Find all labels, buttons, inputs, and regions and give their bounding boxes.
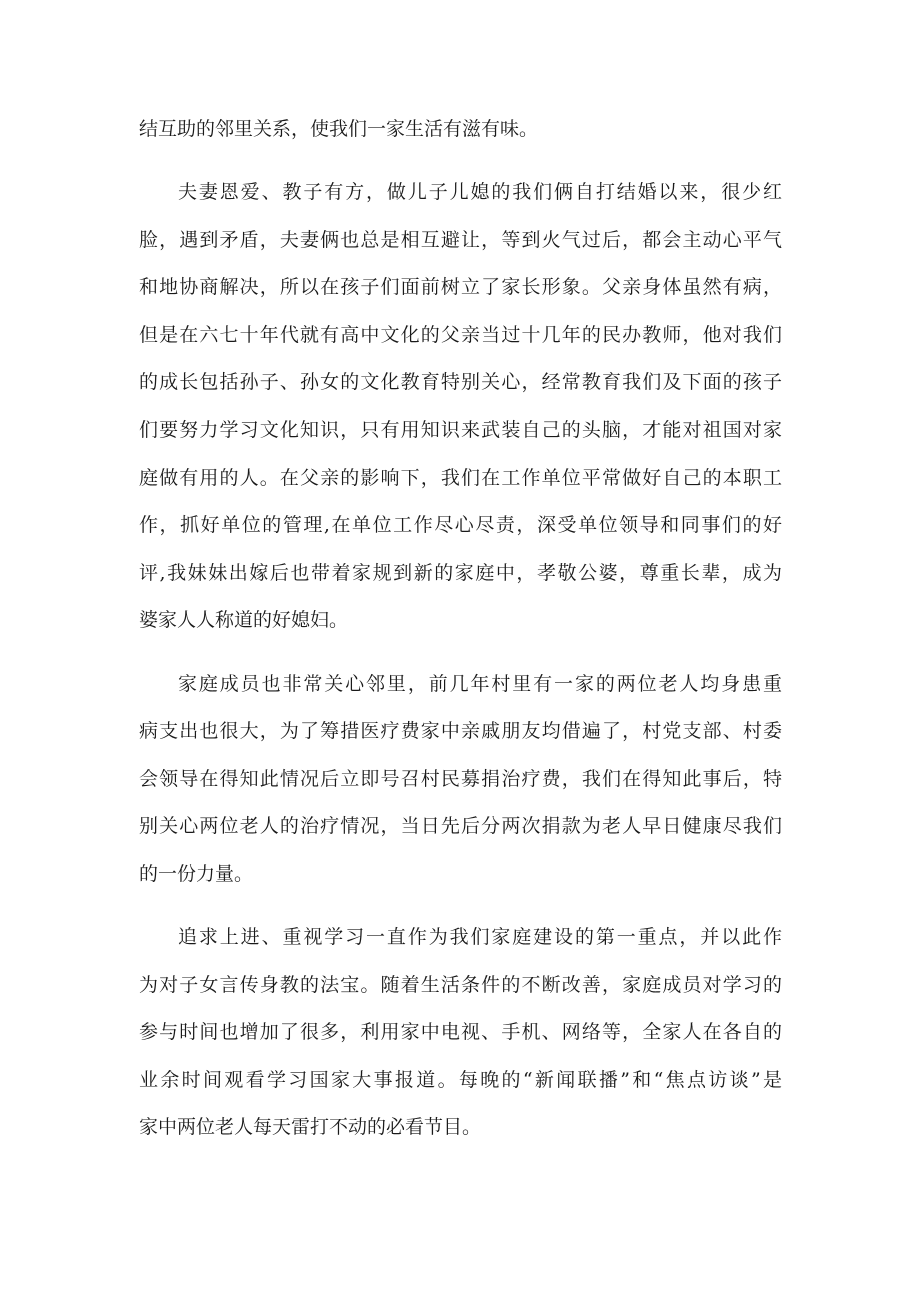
- document-page: [139, 106, 782, 1167]
- text-line: 的成长包括孙子、孙女的文化教育特别关心，经常教育我们及下面的孩子: [139, 371, 782, 394]
- paragraph: [139, 914, 782, 1152]
- text-line: 评,我妹妹出嫁后也带着家规到新的家庭中，孝敬公婆，尊重长辈，成为: [139, 561, 782, 584]
- paragraph: [139, 106, 782, 154]
- text-line: 结互助的邻里关系，使我们一家生活有滋有味。: [139, 118, 539, 140]
- paragraph: [139, 169, 782, 645]
- text-line: 但是在六七十年代就有高中文化的父亲当过十几年的民办教师，他对我们: [139, 323, 782, 346]
- text-line: 别关心两位老人的治疗情况，当日先后分两次捐款为老人早日健康尽我们: [139, 815, 782, 838]
- text-line: 病支出也很大，为了筹措医疗费家中亲戚朋友均借遍了，村党支部、村委: [139, 720, 782, 743]
- text-line: 参与时间也增加了很多，利用家中电视、手机、网络等，全家人在各自的: [139, 1021, 782, 1044]
- text-line: 和地协商解决，所以在孩子们面前树立了家长形象。父亲身体虽然有病，: [139, 276, 782, 299]
- text-line: 作，抓好单位的管理,在单位工作尽心尽责，深受单位领导和同事们的好: [139, 514, 782, 537]
- text-line: 会领导在得知此情况后立即号召村民募捐治疗费，我们在得知此事后，特: [139, 767, 782, 790]
- text-line: 的一份力量。: [139, 862, 254, 885]
- text-line: 家庭成员也非常关心邻里，前几年村里有一家的两位老人均身患重: [178, 672, 782, 695]
- text-line: 业余时间观看学习国家大事报道。每晚的“新闻联播”和“焦点访谈”是: [139, 1068, 782, 1091]
- text-line: 夫妻恩爱、教子有方，做儿子儿媳的我们俩自打结婚以来，很少红: [178, 181, 782, 204]
- text-line: 追求上进、重视学习一直作为我们家庭建设的第一重点，并以此作: [178, 926, 782, 948]
- text-line: 为对子女言传身教的法宝。随着生活条件的不断改善，家庭成员对学习的: [139, 973, 782, 996]
- text-line: 脸，遇到矛盾，夫妻俩也总是相互避让，等到火气过后，都会主动心平气: [139, 228, 782, 251]
- text-line: 庭做有用的人。在父亲的影响下，我们在工作单位平常做好自己的本职工: [139, 466, 782, 489]
- text-line: 们要努力学习文化知识，只有用知识来武装自己的头脑，才能对祖国对家: [139, 419, 782, 442]
- text-line: 家中两位老人每天雷打不动的必看节目。: [139, 1116, 482, 1139]
- paragraph: [139, 661, 782, 899]
- text-line: 婆家人人称道的好媳妇。: [139, 609, 349, 632]
